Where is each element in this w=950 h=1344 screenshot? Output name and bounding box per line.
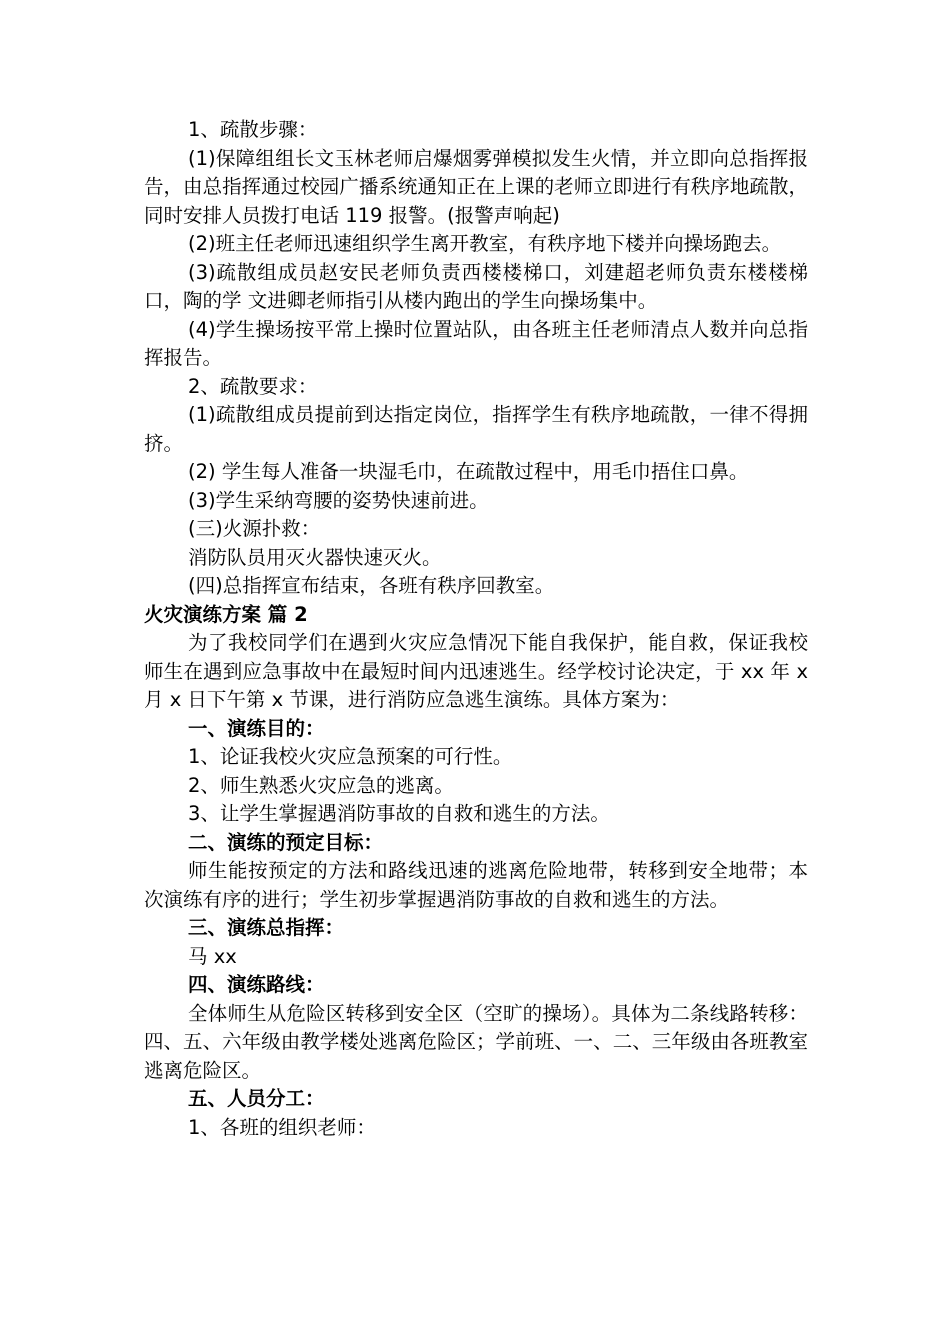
paragraph: 3、让学生掌握遇消防事故的自救和逃生的方法。 xyxy=(188,802,610,825)
subsection-heading: 一、演练目的： xyxy=(188,716,325,740)
paragraph: (1)保障组组长文玉林老师启爆烟雾弹模拟发生火情，并立即向总指挥报告，由总指挥通过校园广播系统通知正在上课的老师立即进行有秩序地疏散，同时安排人员拨打电话 119 报警。(报警声响起) xyxy=(144,146,808,227)
paragraph: 2、疏散要求： xyxy=(188,374,318,398)
document-body xyxy=(144,116,808,1142)
paragraph: (3)疏散组成员赵安民老师负责西楼楼梯口，刘建超老师负责东楼楼梯口，陶的学 文进卿老师指引从楼内跑出的学生向操场集中。 xyxy=(144,260,808,312)
paragraph: 师生能按预定的方法和路线迅速的逃离危险地带，转移到安全地带；本次演练有序的进行；学生初步掌握遇消防事故的自救和逃生的方法。 xyxy=(144,859,808,911)
paragraph: (四)总指挥宣布结束，各班有秩序回教室。 xyxy=(188,574,555,597)
paragraph: (2)班主任老师迅速组织学生离开教室，有秩序地下楼并向操场跑去。 xyxy=(188,232,782,255)
paragraph: (4)学生操场按平常上操时位置站队，由各班主任老师清点人数并向总指挥报告。 xyxy=(144,317,808,369)
paragraph: 为了我校同学们在遇到火灾应急情况下能自我保护，能自救，保证我校师生在遇到应急事故中在最短时间内迅速逃生。经学校讨论决定，于 xx 年 x 月 x 日下午第 x 节课，进行消防应急逃生演练。具体方案为： xyxy=(144,631,808,711)
subsection-heading: 二、演练的预定目标： xyxy=(188,830,384,854)
paragraph: 马 xx xyxy=(188,944,237,968)
paragraph: 1、论证我校火灾应急预案的可行性。 xyxy=(188,745,513,768)
section-heading: 火灾演练方案 篇 2 xyxy=(144,602,308,626)
paragraph: 1、疏散步骤： xyxy=(188,118,318,141)
subsection-heading: 四、演练路线： xyxy=(188,973,325,996)
paragraph: (三)火源扑救： xyxy=(188,517,321,540)
paragraph: 1、各班的组织老师： xyxy=(188,1115,376,1139)
subsection-heading: 三、演练总指挥： xyxy=(188,916,345,939)
paragraph: (1)疏散组成员提前到达指定岗位，指挥学生有秩序地疏散，一律不得拥挤。 xyxy=(144,403,808,455)
paragraph: 消防队员用灭火器快速灭火。 xyxy=(188,545,442,569)
subsection-heading: 五、人员分工： xyxy=(188,1087,325,1110)
paragraph: 全体师生从危险区转移到安全区（空旷的操场）。具体为二条线路转移：四、五、六年级由教学楼处逃离危险区；学前班、一、二、三年级由各班教室逃离危险区。 xyxy=(144,1001,808,1082)
paragraph: (2) 学生每人准备一块湿毛巾，在疏散过程中，用毛巾捂住口鼻。 xyxy=(188,460,749,483)
paragraph: (3)学生采纳弯腰的姿势快速前进。 xyxy=(188,488,489,512)
paragraph: 2、师生熟悉火灾应急的逃离。 xyxy=(188,773,454,797)
